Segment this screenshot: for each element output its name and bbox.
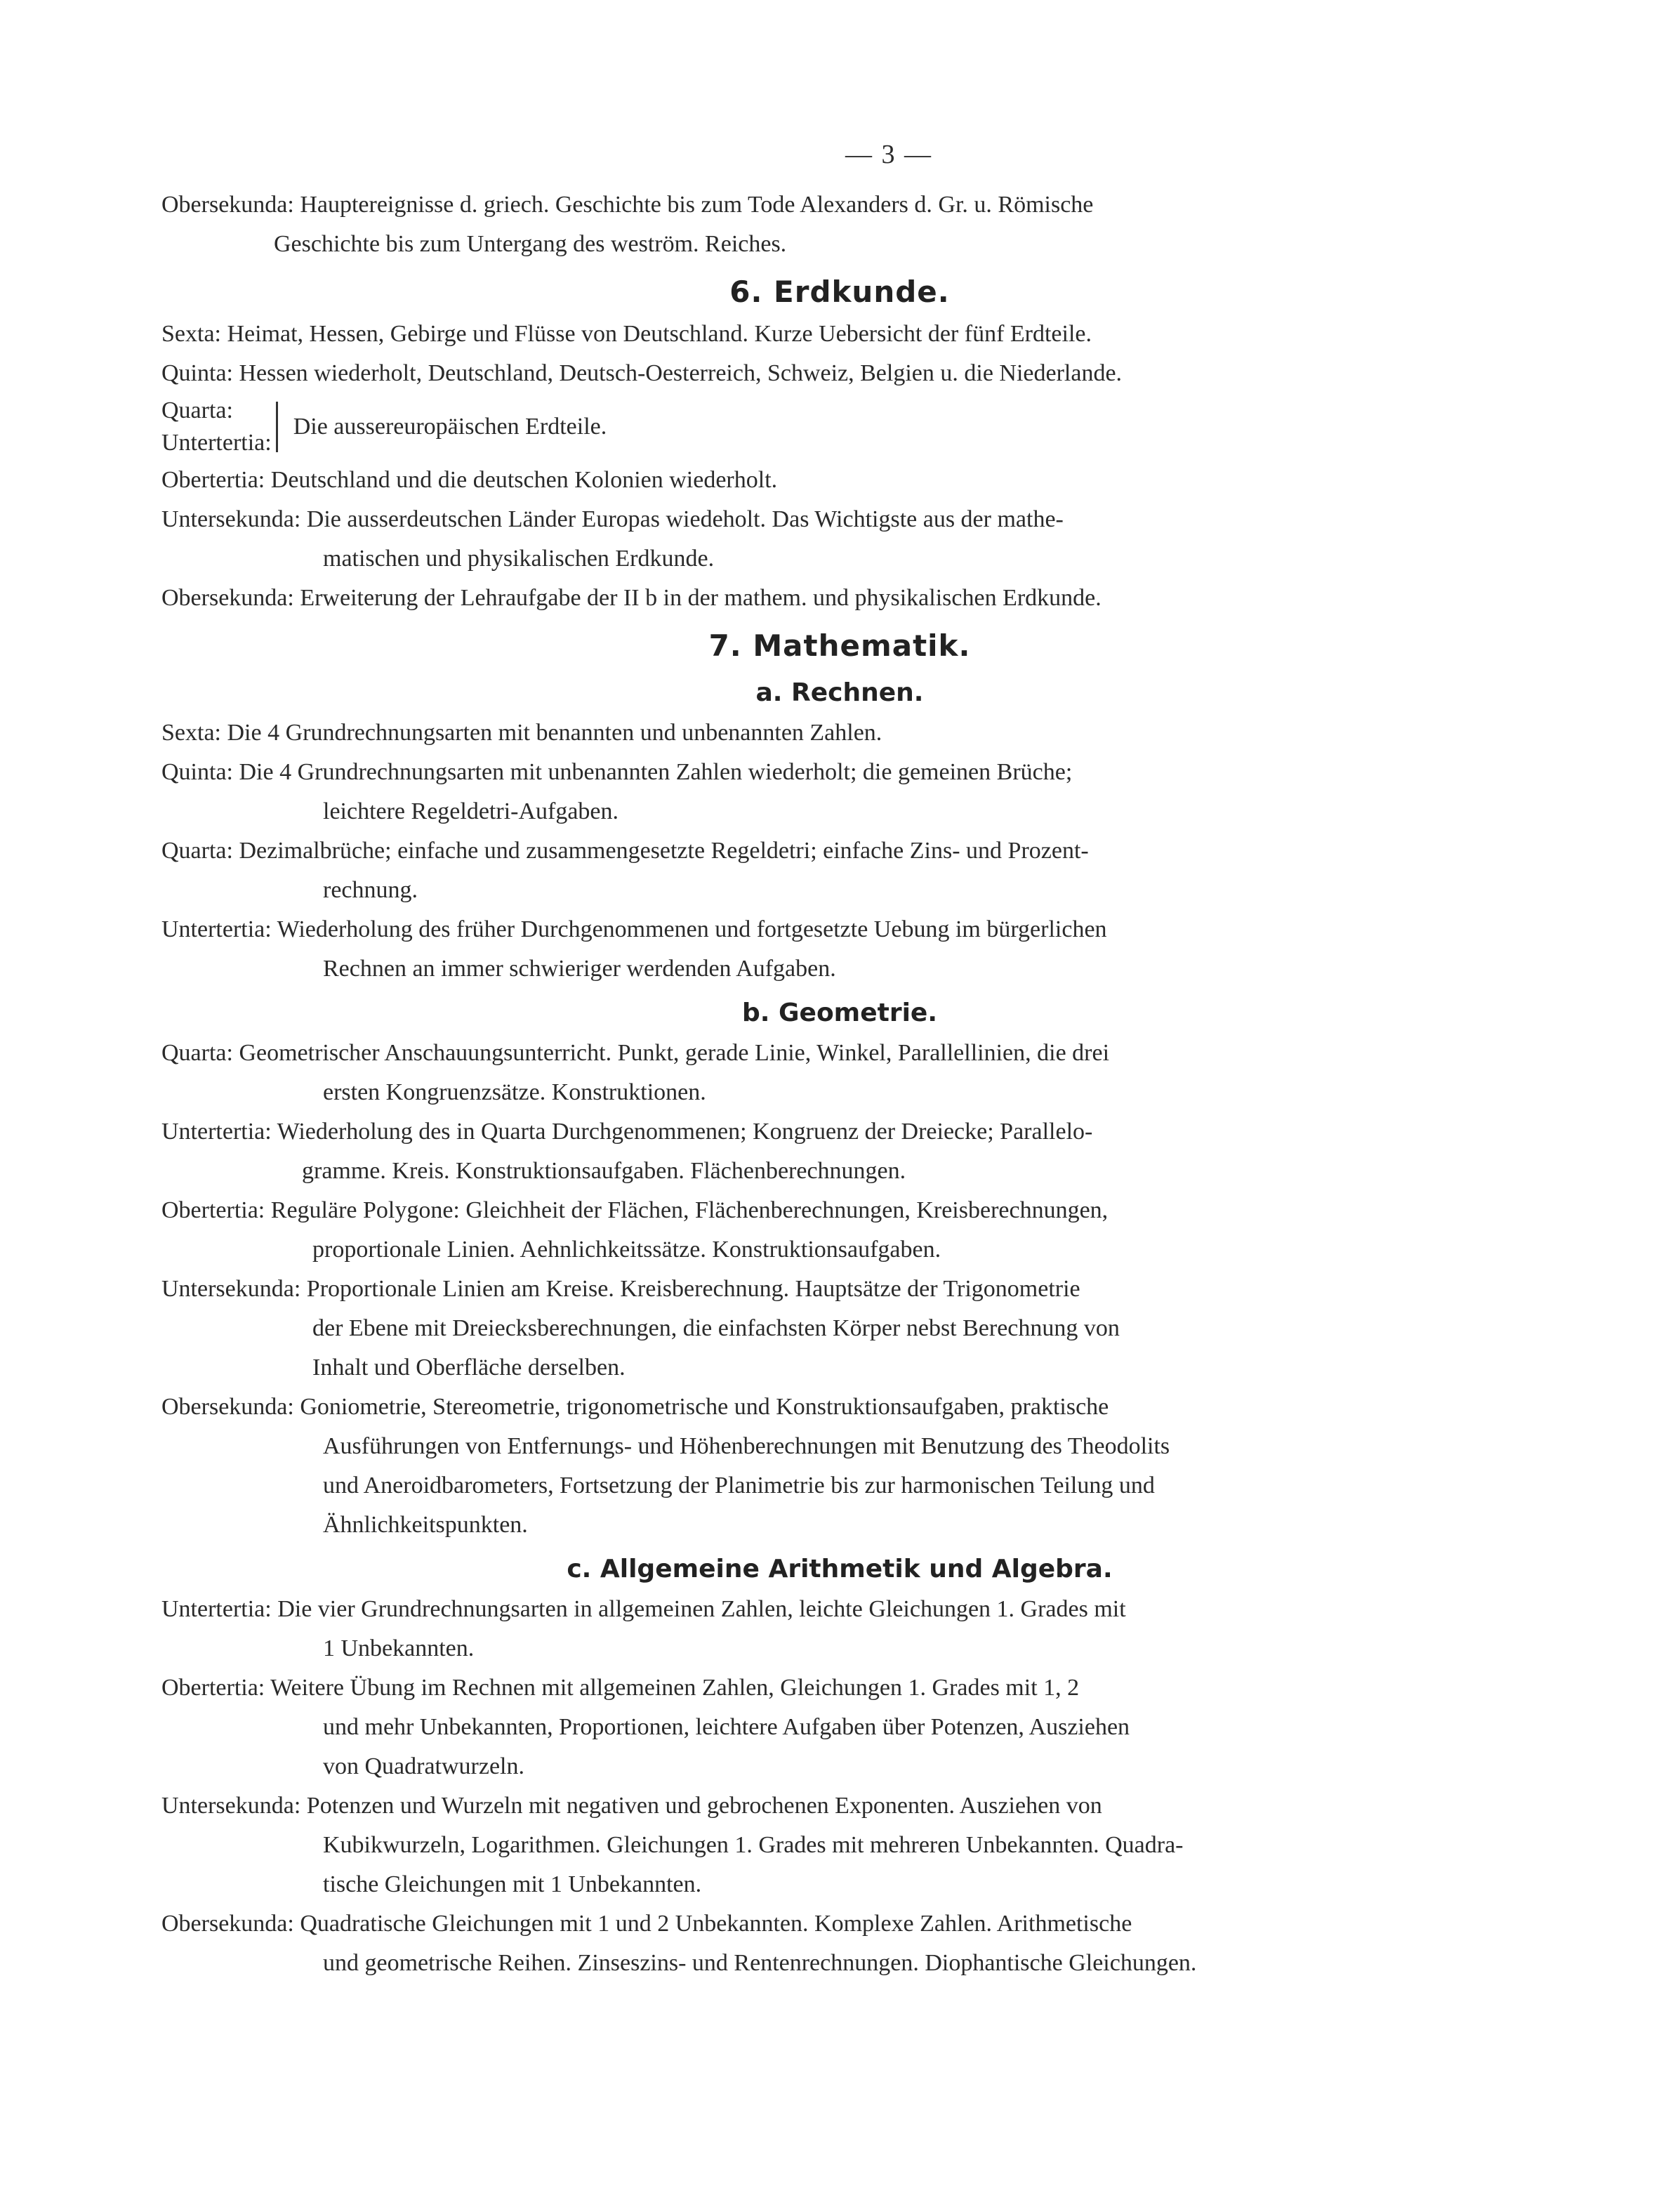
entry-text: Proportionale Linien am Kreise. Kreisberechnung. Hauptsätze der Trigonometrie <box>306 1276 1080 1302</box>
entry-label: Sexta: <box>161 720 221 746</box>
rechnen-quarta-entry <box>161 831 1518 910</box>
entry-text: Wiederholung des in Quarta Durchgenommenen; Kongruenz der Dreiecke; Parallelo- <box>277 1119 1093 1145</box>
algebra-obersekunda-entry <box>161 1904 1518 1983</box>
entry-continuation: Kubikwurzeln, Logarithmen. Gleichungen 1. Grades mit mehreren Unbekannten. Quadra- <box>323 1832 1184 1858</box>
entry-text: Goniometrie, Stereometrie, trigonometrische und Konstruktionsaufgaben, praktische <box>300 1394 1109 1420</box>
entry-continuation: 1 Unbekannten. <box>323 1635 475 1661</box>
geometrie-untersekunda-entry <box>161 1270 1518 1388</box>
entry-text: Die 4 Grundrechnungsarten mit unbenannten Zahlen wiederholt; die gemeinen Brüche; <box>239 759 1073 785</box>
entry-label: Untertertia: <box>161 1596 272 1622</box>
entry-label: Untersekunda: <box>161 506 301 532</box>
entry-text: Erweiterung der Lehraufgabe der II b in der mathem. und physikalischen Erdkunde. <box>300 585 1102 611</box>
entry-continuation: und geometrische Reihen. Zinseszins- und Rentenrechnungen. Diophantische Gleichungen. <box>323 1950 1197 1976</box>
entry-continuation: von Quadratwurzeln. <box>323 1753 525 1779</box>
geometrie-untertertia-entry <box>161 1112 1518 1191</box>
brace-divider <box>276 402 278 452</box>
rechnen-untertertia-entry <box>161 910 1518 989</box>
rechnen-quinta-entry <box>161 753 1518 831</box>
subsection-heading-algebra: c. Allgemeine Arithmetik und Algebra. <box>567 1555 1113 1583</box>
entry-continuation: Ausführungen von Entfernungs- und Höhenberechnungen mit Benutzung des Theodolits <box>323 1433 1170 1459</box>
entry-label: Obersekunda: <box>161 192 294 218</box>
entry-continuation: der Ebene mit Dreiecksberechnungen, die einfachsten Körper nebst Berechnung von <box>312 1315 1120 1341</box>
entry-label: Quarta: <box>161 1040 233 1066</box>
erdkunde-sexta-entry <box>161 315 1518 354</box>
entry-text: Die vier Grundrechnungsarten in allgemeinen Zahlen, leichte Gleichungen 1. Grades mit <box>277 1596 1126 1622</box>
entry-text: Geometrischer Anschauungsunterricht. Punkt, gerade Linie, Winkel, Parallellinien, die drei <box>239 1040 1110 1066</box>
entry-label: Obertertia: <box>161 1675 265 1701</box>
subsection-heading-geometrie: b. Geometrie. <box>742 999 937 1027</box>
erdkunde-quarta-untertertia-group <box>161 395 1518 459</box>
entry-text: Die aussereuropäischen Erdteile. <box>293 414 607 440</box>
entry-label: Untertertia: <box>161 1119 272 1145</box>
rechnen-sexta-entry <box>161 713 1518 753</box>
entry-continuation: und mehr Unbekannten, Proportionen, leichtere Aufgaben über Potenzen, Ausziehen <box>323 1714 1130 1740</box>
entry-label: Obersekunda: <box>161 1911 294 1937</box>
entry-continuation: leichtere Regeldetri-Aufgaben. <box>323 798 619 824</box>
erdkunde-untersekunda-entry <box>161 500 1518 579</box>
entry-label: Quarta: <box>161 838 233 864</box>
entry-text: Deutschland und die deutschen Kolonien wiederholt. <box>270 467 778 493</box>
entry-label: Obersekunda: <box>161 585 294 611</box>
page-number: — 3 — <box>845 140 932 169</box>
section-heading-erdkunde: 6. Erdkunde. <box>729 275 950 309</box>
entry-label: Quinta: <box>161 360 233 386</box>
entry-text: Die ausserdeutschen Länder Europas wiedeholt. Das Wichtigste aus der mathe- <box>306 506 1064 532</box>
entry-label: Obersekunda: <box>161 1394 294 1420</box>
group-label-untertertia: Untertertia: <box>161 430 272 456</box>
entry-continuation: Geschichte bis zum Untergang des weström. Reiches. <box>274 231 787 257</box>
entry-text: Reguläre Polygone: Gleichheit der Flächen, Flächenberechnungen, Kreisberechnungen, <box>270 1197 1109 1223</box>
entry-label: Obertertia: <box>161 1197 265 1223</box>
entry-continuation: Rechnen an immer schwieriger werdenden Aufgaben. <box>323 956 836 982</box>
entry-continuation: Inhalt und Oberfläche derselben. <box>312 1355 626 1381</box>
entry-text: Weitere Übung im Rechnen mit allgemeinen Zahlen, Gleichungen 1. Grades mit 1, 2 <box>270 1675 1080 1701</box>
entry-label: Untersekunda: <box>161 1793 301 1819</box>
erdkunde-obersekunda-entry <box>161 579 1518 618</box>
group-label-quarta: Quarta: <box>161 397 233 423</box>
algebra-untersekunda-entry <box>161 1786 1518 1904</box>
entry-continuation: matischen und physikalischen Erdkunde. <box>323 546 715 572</box>
algebra-untertertia-entry <box>161 1590 1518 1668</box>
intro-obersekunda-entry <box>161 185 1518 264</box>
entry-continuation: Ähnlichkeitspunkten. <box>323 1512 528 1538</box>
entry-continuation: rechnung. <box>323 877 418 903</box>
entry-label: Quinta: <box>161 759 233 785</box>
erdkunde-obertertia-entry <box>161 461 1518 500</box>
geometrie-obertertia-entry <box>161 1191 1518 1270</box>
algebra-obertertia-entry <box>161 1668 1518 1786</box>
entry-label: Untertertia: <box>161 916 272 942</box>
group-labels <box>161 395 272 459</box>
entry-continuation: tische Gleichungen mit 1 Unbekannten. <box>323 1871 702 1897</box>
entry-text: Dezimalbrüche; einfache und zusammengesetzte Regeldetri; einfache Zins- und Prozent- <box>239 838 1089 864</box>
geometrie-obersekunda-entry <box>161 1388 1518 1545</box>
geometrie-quarta-entry <box>161 1034 1518 1112</box>
entry-text: Hessen wiederholt, Deutschland, Deutsch-Oesterreich, Schweiz, Belgien u. die Niederlande. <box>239 360 1123 386</box>
text-column <box>161 133 1518 1983</box>
entry-continuation: ersten Kongruenzsätze. Konstruktionen. <box>323 1079 706 1105</box>
entry-text: Heimat, Hessen, Gebirge und Flüsse von Deutschland. Kurze Uebersicht der fünf Erdteile. <box>227 321 1092 347</box>
entry-text: Die 4 Grundrechnungsarten mit benannten und unbenannten Zahlen. <box>227 720 882 746</box>
entry-continuation: gramme. Kreis. Konstruktionsaufgaben. Flächenberechnungen. <box>302 1158 906 1184</box>
entry-label: Untersekunda: <box>161 1276 301 1302</box>
erdkunde-quinta-entry <box>161 354 1518 393</box>
section-heading-mathematik: 7. Mathematik. <box>708 628 971 663</box>
entry-label: Obertertia: <box>161 467 265 493</box>
entry-continuation: und Aneroidbarometers, Fortsetzung der Planimetrie bis zur harmonischen Teilung und <box>323 1473 1155 1498</box>
entry-continuation: proportionale Linien. Aehnlichkeitssätze. Konstruktionsaufgaben. <box>312 1237 941 1263</box>
entry-label: Sexta: <box>161 321 221 347</box>
entry-text: Potenzen und Wurzeln mit negativen und gebrochenen Exponenten. Ausziehen von <box>306 1793 1102 1819</box>
entry-text: Wiederholung des früher Durchgenommenen und fortgesetzte Uebung im bürgerlichen <box>277 916 1107 942</box>
entry-text: Hauptereignisse d. griech. Geschichte bis zum Tode Alexanders d. Gr. u. Römische <box>300 192 1094 218</box>
entry-text: Quadratische Gleichungen mit 1 und 2 Unbekannten. Komplexe Zahlen. Arithmetische <box>300 1911 1132 1937</box>
subsection-heading-rechnen: a. Rechnen. <box>755 678 924 707</box>
